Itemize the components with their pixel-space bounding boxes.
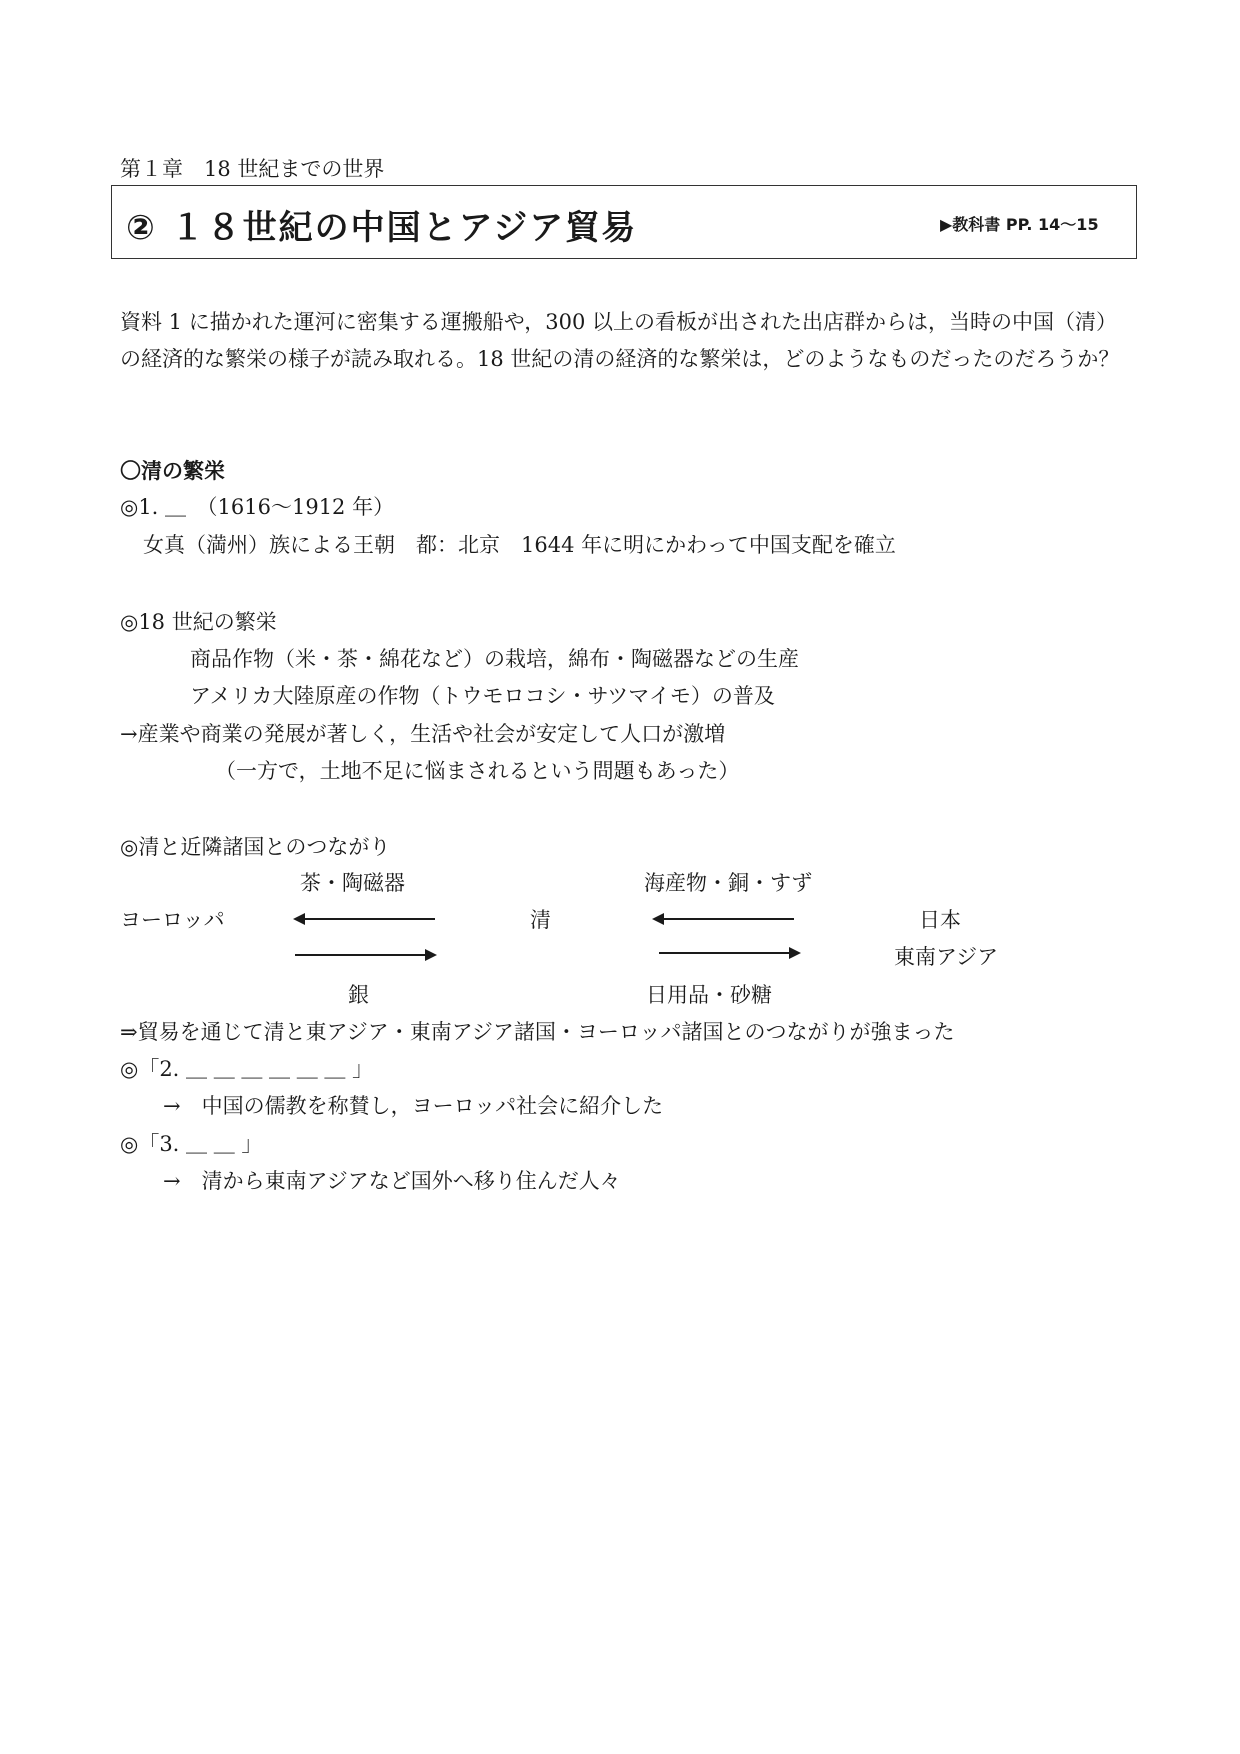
prosperity-heading: ◎18 世紀の繁栄 (120, 610, 277, 634)
prosperity-line-1: 商品作物（米・茶・綿花など）の栽培，綿布・陶磁器などの生産 (190, 647, 799, 671)
section-heading-qing-prosperity: 〇清の繁栄 (120, 459, 225, 483)
node-qing: 清 (530, 908, 551, 932)
label-to-japan: 日用品・砂糖 (646, 983, 772, 1007)
label-from-europe: 銀 (348, 983, 369, 1007)
trade-heading: ◎清と近隣諸国とのつながり (120, 835, 391, 859)
textbook-reference: ▶教科書 PP. 14〜15 (940, 215, 1099, 234)
label-from-japan: 海産物・銅・すず (644, 871, 813, 895)
prosperity-line-2: アメリカ大陸原産の作物（トウモロコシ・サツマイモ）の普及 (190, 684, 775, 708)
node-southeast-asia: 東南アジア (894, 945, 999, 969)
arrow-japan-to-qing (654, 912, 794, 926)
node-europe: ヨーロッパ (120, 908, 225, 932)
prosperity-result: →産業や商業の発展が著しく，生活や社会が安定して人口が激増 (120, 722, 726, 746)
prosperity-note: （一方で，土地不足に悩まされるという問題もあった） (215, 759, 740, 783)
label-to-europe: 茶・陶磁器 (300, 871, 405, 895)
question-3-detail: → 清から東南アジアなど国外へ移り住んだ人々 (163, 1169, 621, 1193)
arrow-europe-to-qing (295, 948, 435, 962)
arrow-qing-to-southeast-asia (659, 946, 799, 960)
question-3: ◎「3. ＿ ＿ 」 (120, 1132, 263, 1156)
arrow-qing-to-europe (295, 912, 435, 926)
question-2-detail: → 中国の儒教を称賛し，ヨーロッパ社会に紹介した (163, 1094, 664, 1118)
question-1-detail: 女真（満州）族による王朝 都：北京 1644 年に明にかわって中国支配を確立 (143, 533, 896, 557)
chapter-heading: 第１章 18 世紀までの世界 (120, 157, 385, 181)
title-box (111, 185, 1137, 259)
trade-conclusion: ⇒貿易を通じて清と東アジア・東南アジア諸国・ヨーロッパ諸国とのつながりが強まった (120, 1020, 955, 1044)
question-2: ◎「2. ＿ ＿ ＿ ＿ ＿ ＿ 」 (120, 1057, 374, 1081)
node-japan: 日本 (919, 908, 961, 932)
question-1: ◎1. ＿ （1616〜1912 年） (120, 495, 395, 519)
page-title: ② １８世紀の中国とアジア貿易 (126, 208, 638, 248)
intro-paragraph: 資料 1 に描かれた運河に密集する運搬船や，300 以上の看板が出された出店群からは，当時の中国（清）の経済的な繁栄の様子が読み取れる。18 世紀の清の経済的な繁栄は，どのようなものだったのだろうか？ (120, 310, 1120, 371)
